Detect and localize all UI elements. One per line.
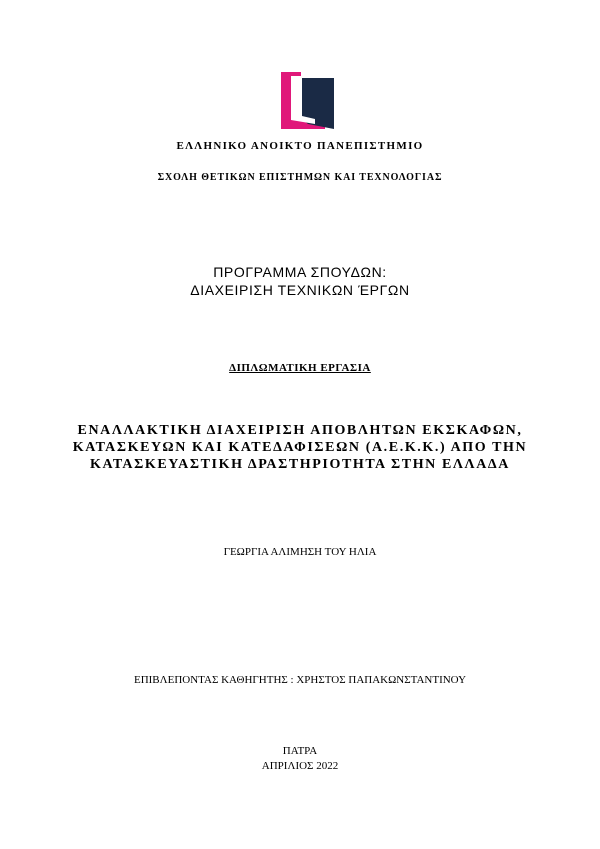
city: ΠΑΤΡΑ — [282, 745, 318, 757]
thesis-title — [0, 422, 600, 473]
place-and-date — [0, 744, 600, 774]
title-line-1: ΕΝΑΛΛΑΚΤΙΚΗ ΔΙΑΧΕΙΡΙΣΗ ΑΠΟΒΛΗΤΩΝ ΕΚΣΚΑΦΩΝ, — [77, 423, 523, 438]
title-line-3: ΚΑΤΑΣΚΕΥΑΣΤΙΚΗ ΔΡΑΣΤΗΡΙΟΤΗΤΑ ΣΤΗΝ ΕΛΛΑΔΑ — [90, 457, 510, 472]
supervisor-line: ΕΠΙΒΛΕΠΟΝΤΑΣ ΚΑΘΗΓΗΤΗΣ : ΧΡΗΣΤΟΣ ΠΑΠΑΚΩΝΣΤΑΝΤΙΝΟΥ — [133, 674, 467, 686]
hou-logo-icon — [281, 72, 334, 129]
date: ΑΠΡΙΛΙΟΣ 2022 — [261, 760, 339, 772]
school-name: ΣΧΟΛΗ ΘΕΤΙΚΩΝ ΕΠΙΣΤΗΜΩΝ ΚΑΙ ΤΕΧΝΟΛΟΓΙΑΣ — [157, 172, 443, 183]
author-name: ΓΕΩΡΓΙΑ ΑΛΙΜΗΣΗ ΤΟΥ ΗΛΙΑ — [223, 546, 377, 558]
thesis-type-heading: ΔΙΠΛΩΜΑΤΙΚΗ ΕΡΓΑΣΙΑ — [229, 362, 371, 374]
university-name: ΕΛΛΗΝΙΚΟ ΑΝΟΙΚΤΟ ΠΑΝΕΠΙΣΤΗΜΙΟ — [176, 140, 424, 152]
study-program — [0, 263, 600, 299]
program-line-1: ΠΡΟΓΡΑΜΜΑ ΣΠΟΥΔΩΝ: — [213, 264, 387, 280]
title-line-2: ΚΑΤΑΣΚΕΥΩΝ ΚΑΙ ΚΑΤΕΔΑΦΙΣΕΩΝ (Α.Ε.Κ.Κ.) ΑΠΟ ΤΗΝ — [72, 440, 528, 455]
program-line-2: ΔΙΑΧΕΙΡΙΣΗ ΤΕΧΝΙΚΩΝ ΈΡΓΩΝ — [190, 282, 410, 298]
